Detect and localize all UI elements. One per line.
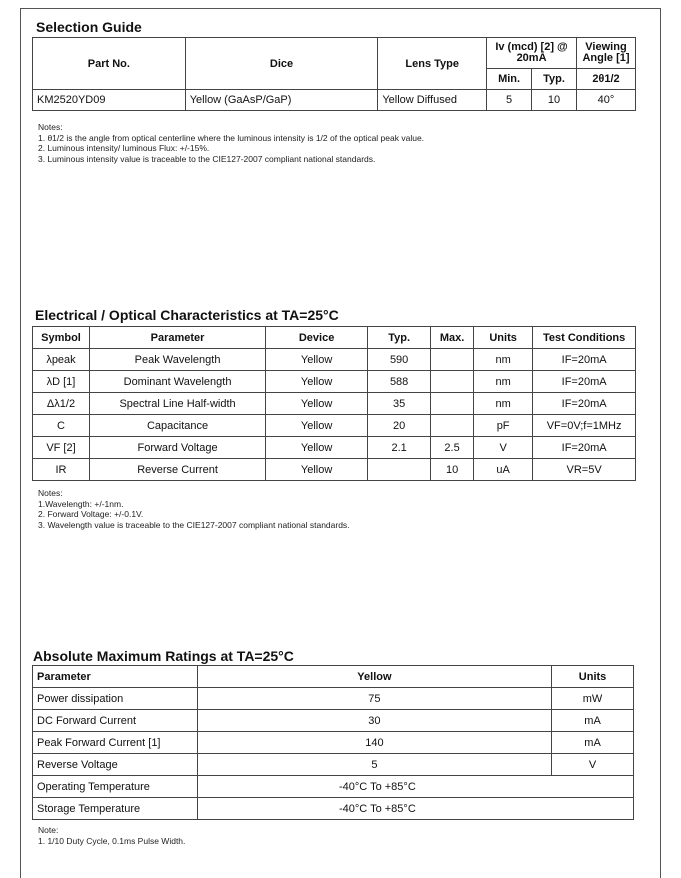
table-row [33,459,636,481]
cell-units: V [474,437,533,459]
cell-test-conditions: VF=0V;f=1MHz [533,415,636,437]
cell-device: Yellow [266,437,368,459]
header-typ: Typ. [368,327,431,349]
electrical-table [32,326,636,481]
cell-parameter: Storage Temperature [33,798,198,820]
table-header-row [33,666,634,688]
cell-parameter: Capacitance [89,415,265,437]
cell-units: nm [474,393,533,415]
cell-min: 5 [487,90,532,111]
selection-guide-title: Selection Guide [36,19,142,35]
electrical-notes [38,488,350,530]
table-header-row [33,327,636,349]
cell-parameter: Dominant Wavelength [89,371,265,393]
cell-parameter: Peak Wavelength [89,349,265,371]
cell-parameter: Peak Forward Current [1] [33,732,198,754]
cell-value: 140 [197,732,551,754]
cell-device: Yellow [266,349,368,371]
header-typ: Typ. [532,69,577,90]
cell-test-conditions: VR=5V [533,459,636,481]
cell-typ: 2.1 [368,437,431,459]
table-row [33,710,634,732]
note-line: Note: [38,825,59,835]
table-header-row [33,38,636,69]
cell-dice: Yellow (GaAsP/GaP) [185,90,378,111]
electrical-title: Electrical / Optical Characteristics at TA=25°C [35,307,339,323]
note-line: 1.Wavelength: +/-1nm. [38,498,124,509]
note-line: 1. 1/10 Duty Cycle, 0.1ms Pulse Width. [38,835,186,846]
table-row [33,688,634,710]
cell-temperature-range: -40°C To +85°C [197,776,633,798]
cell-device: Yellow [266,393,368,415]
cell-parameter: Reverse Voltage [33,754,198,776]
cell-test-conditions: IF=20mA [533,371,636,393]
header-yellow: Yellow [197,666,551,688]
note-line: Notes: [38,122,63,132]
cell-temperature-range: -40°C To +85°C [197,798,633,820]
header-part-no: Part No. [33,38,186,90]
absolute-max-table [32,665,634,820]
note-line: 2. Luminous intensity/ luminous Flux: +/-15%. [38,143,210,154]
cell-symbol: VF [2] [33,437,90,459]
cell-parameter: Reverse Current [89,459,265,481]
cell-angle: 40° [576,90,635,111]
cell-typ: 20 [368,415,431,437]
table-row [33,732,634,754]
cell-units: uA [474,459,533,481]
cell-units: mA [552,710,634,732]
header-symbol: Symbol [33,327,90,349]
cell-value: 30 [197,710,551,732]
cell-typ: 588 [368,371,431,393]
table-row [33,437,636,459]
cell-units: nm [474,349,533,371]
cell-max [431,393,474,415]
selection-notes [38,122,424,164]
absolute-max-title: Absolute Maximum Ratings at TA=25°C [33,648,294,664]
cell-test-conditions: IF=20mA [533,349,636,371]
header-units: Units [552,666,634,688]
table-row [33,349,636,371]
cell-lens-type: Yellow Diffused [378,90,487,111]
header-viewing-angle: Viewing Angle [1] [576,38,635,69]
header-iv: Iv (mcd) [2] @ 20mA [487,38,577,69]
header-max: Max. [431,327,474,349]
cell-units: mW [552,688,634,710]
cell-symbol: λpeak [33,349,90,371]
header-parameter: Parameter [33,666,198,688]
cell-typ [368,459,431,481]
table-row [33,415,636,437]
cell-test-conditions: IF=20mA [533,437,636,459]
table-row [33,776,634,798]
note-line: Notes: [38,488,63,498]
note-line: 2. Forward Voltage: +/-0.1V. [38,509,144,520]
cell-units: nm [474,371,533,393]
cell-symbol: IR [33,459,90,481]
cell-value: 5 [197,754,551,776]
table-row [33,393,636,415]
cell-parameter: Spectral Line Half-width [89,393,265,415]
table-row [33,371,636,393]
cell-max [431,349,474,371]
cell-parameter: Forward Voltage [89,437,265,459]
note-line: 3. Luminous intensity value is traceable to the CIE127-2007 compliant national standards. [38,153,376,164]
cell-device: Yellow [266,415,368,437]
note-line: 1. θ1/2 is the angle from optical centerline where the luminous intensity is 1/2 of the optical peak value. [38,132,425,143]
cell-max [431,415,474,437]
cell-symbol: Δλ1/2 [33,393,90,415]
cell-units: V [552,754,634,776]
header-dice: Dice [185,38,378,90]
cell-symbol: C [33,415,90,437]
note-line: 3. Wavelength value is traceable to the CIE127-2007 compliant national standards. [38,519,350,530]
header-test-conditions: Test Conditions [533,327,636,349]
table-row [33,798,634,820]
cell-typ: 35 [368,393,431,415]
cell-parameter: Power dissipation [33,688,198,710]
cell-test-conditions: IF=20mA [533,393,636,415]
header-lens-type: Lens Type [378,38,487,90]
header-device: Device [266,327,368,349]
cell-max: 10 [431,459,474,481]
cell-units: pF [474,415,533,437]
cell-parameter: Operating Temperature [33,776,198,798]
cell-device: Yellow [266,371,368,393]
table-row [33,754,634,776]
header-parameter: Parameter [89,327,265,349]
cell-device: Yellow [266,459,368,481]
cell-max: 2.5 [431,437,474,459]
cell-value: 75 [197,688,551,710]
cell-typ: 590 [368,349,431,371]
header-min: Min. [487,69,532,90]
absolute-notes [38,825,185,846]
cell-units: mA [552,732,634,754]
cell-max [431,371,474,393]
table-row [33,90,636,111]
header-theta: 2θ1/2 [576,69,635,90]
cell-parameter: DC Forward Current [33,710,198,732]
header-units: Units [474,327,533,349]
cell-part-no: KM2520YD09 [33,90,186,111]
cell-typ: 10 [532,90,577,111]
selection-guide-table [32,37,636,111]
cell-symbol: λD [1] [33,371,90,393]
